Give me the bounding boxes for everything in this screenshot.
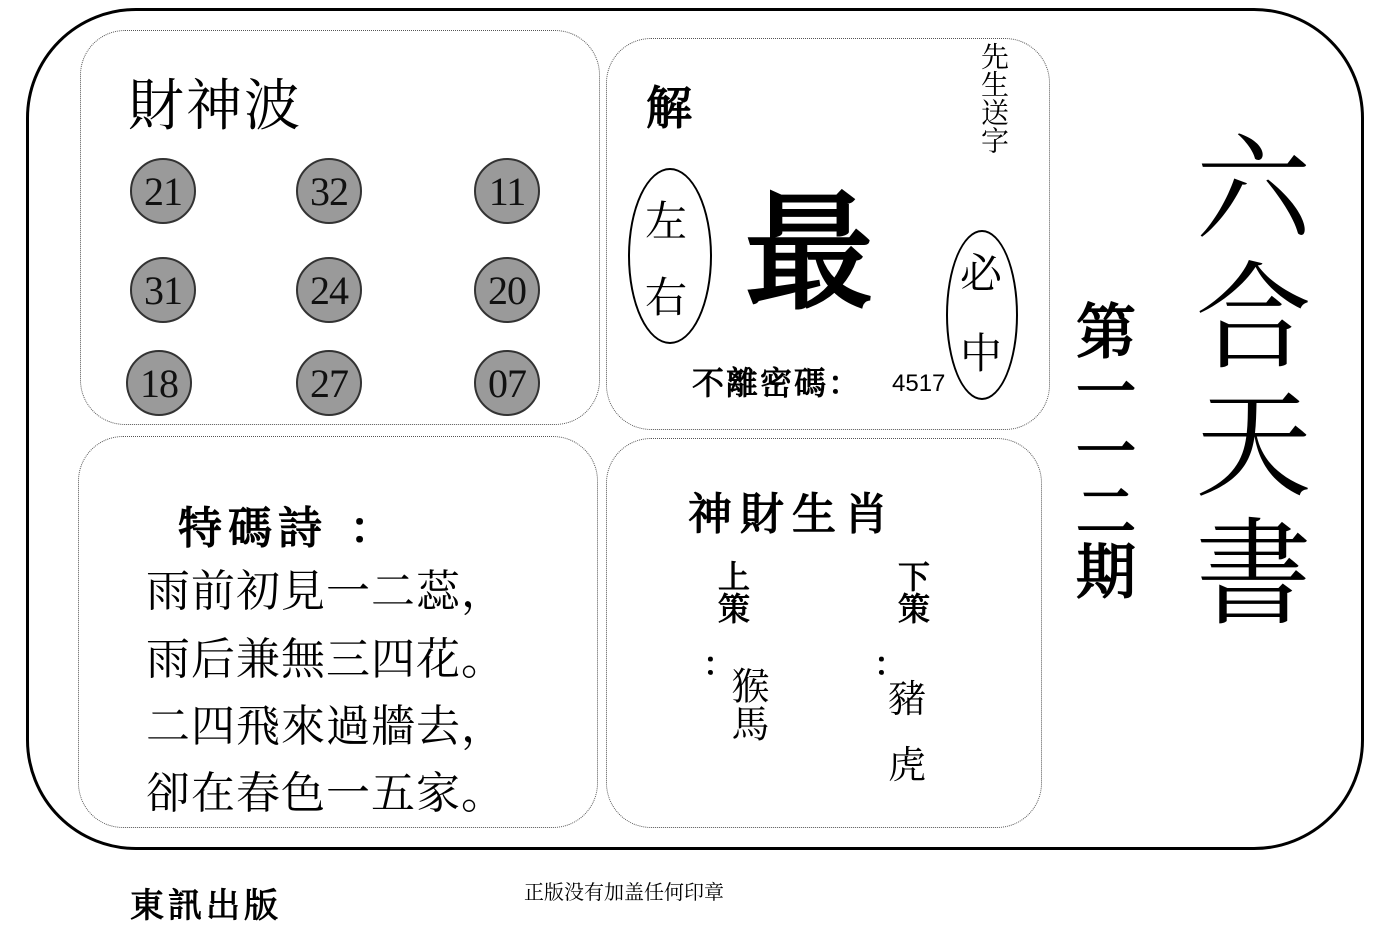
number-ball: 31 xyxy=(130,257,196,323)
upper-strategy-label: 上策 xyxy=(713,560,751,624)
number-ball: 32 xyxy=(296,158,362,224)
issue-number: 第一一二期 xyxy=(1066,300,1136,600)
lower-animal-2: 虎 xyxy=(888,743,927,787)
zodiac-title: 神財生肖 xyxy=(688,489,896,540)
lower-strategy-label: 下策 xyxy=(893,560,931,624)
upper-strategy-colon: ： xyxy=(703,645,736,683)
poem-line: 卻在春色一五家。 xyxy=(146,768,506,819)
left-oval-bottom: 右 xyxy=(645,273,688,322)
poem-line: 雨前初見一二蕊， xyxy=(146,566,506,617)
number-ball: 20 xyxy=(474,257,540,323)
jie-label: 解 xyxy=(646,81,692,135)
poem-title: 特碼詩 ： xyxy=(178,503,400,554)
number-ball: 07 xyxy=(474,350,540,416)
number-ball: 27 xyxy=(296,350,362,416)
number-ball: 11 xyxy=(474,158,540,224)
right-oval-top: 必 xyxy=(960,249,1003,298)
authenticity-notice: 正版没有加盖任何印章 xyxy=(524,880,724,904)
code-value: 4517 xyxy=(892,370,946,397)
book-title: 六合天書 xyxy=(1176,128,1311,640)
upper-animals: 猴馬 xyxy=(725,666,769,742)
poem-line: 雨后兼無三四花。 xyxy=(146,634,506,685)
riddle-main-char: 最 xyxy=(745,179,874,328)
publisher: 東訊出版 xyxy=(130,886,282,926)
right-oval-bottom: 中 xyxy=(960,329,1003,378)
number-ball: 24 xyxy=(296,257,362,323)
lower-animal-1: 豬 xyxy=(888,677,927,721)
code-label: 不離密碼： xyxy=(692,364,863,402)
poem-line: 二四飛來過牆去， xyxy=(146,701,506,752)
number-ball: 18 xyxy=(126,350,192,416)
gift-label: 先生送字 xyxy=(977,42,1010,154)
left-oval-top: 左 xyxy=(645,197,688,246)
number-ball: 21 xyxy=(130,158,196,224)
wealth-wave-title: 財神波 xyxy=(128,74,302,139)
lower-strategy-colon: ： xyxy=(874,645,907,683)
